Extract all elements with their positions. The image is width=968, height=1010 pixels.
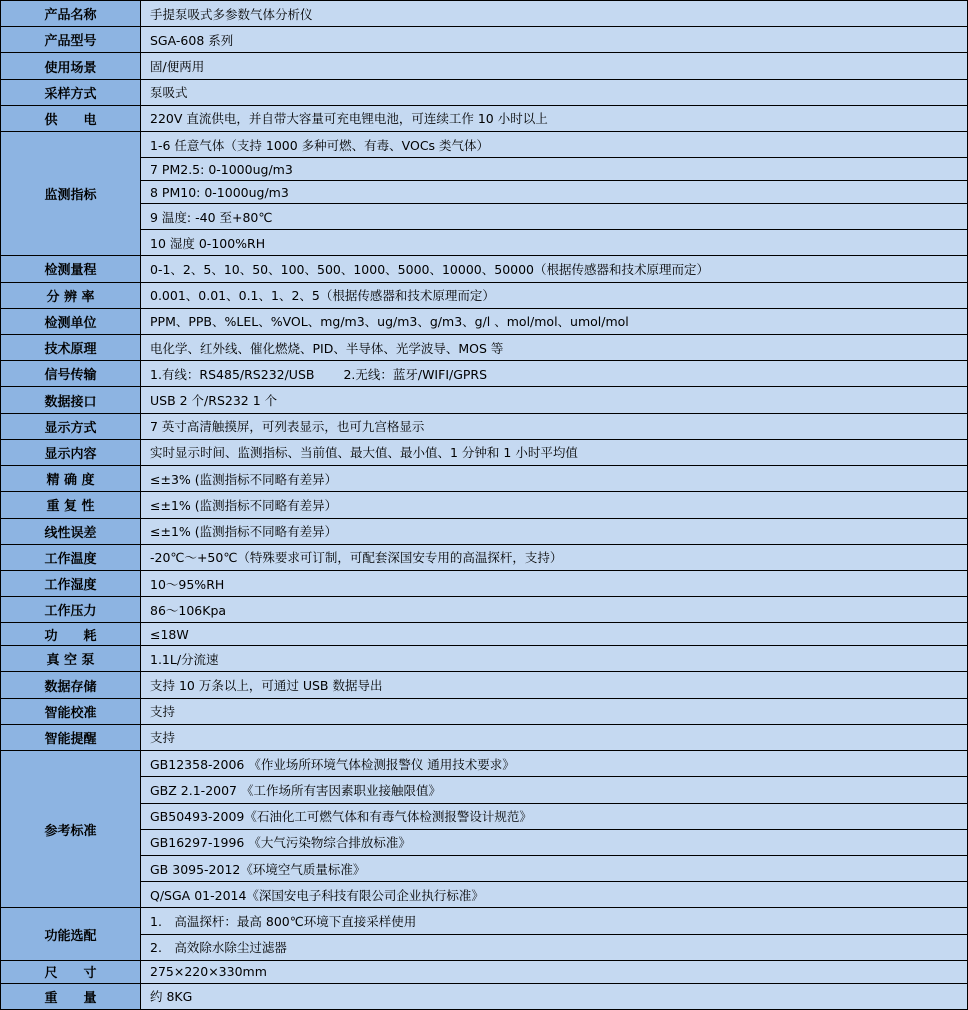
spec-value: 固/便两用 (141, 53, 968, 79)
spec-value: 7 PM2.5: 0-1000ug/m3 (141, 158, 968, 181)
table-row (1, 439, 968, 465)
spec-label: 检测量程 (1, 256, 141, 282)
spec-value: 支持 (141, 724, 968, 750)
spec-value: 支持 (141, 698, 968, 724)
spec-value: ≤±1% (监测指标不同略有差异） (141, 492, 968, 518)
spec-label: 功 耗 (1, 623, 141, 646)
spec-value: GB12358-2006 《作业场所环境气体检测报警仪 通用技术要求》 (141, 751, 968, 777)
spec-label: 工作湿度 (1, 570, 141, 596)
table-row (1, 335, 968, 361)
spec-value: ≤18W (141, 623, 968, 646)
table-row (1, 53, 968, 79)
spec-value: GBZ 2.1-2007 《工作场所有害因素职业接触限值》 (141, 777, 968, 803)
table-row (1, 570, 968, 596)
table-row (1, 387, 968, 413)
spec-label: 技术原理 (1, 335, 141, 361)
spec-label: 数据存储 (1, 672, 141, 698)
table-row (1, 855, 968, 881)
spec-value: -20℃～+50℃（特殊要求可订制，可配套深国安专用的高温探杆，支持） (141, 544, 968, 570)
spec-label: 显示内容 (1, 439, 141, 465)
spec-label: 智能提醒 (1, 724, 141, 750)
table-row (1, 413, 968, 439)
spec-value: GB50493-2009《石油化工可燃气体和有毒气体检测报警设计规范》 (141, 803, 968, 829)
table-row (1, 724, 968, 750)
spec-value: GB 3095-2012《环境空气质量标准》 (141, 855, 968, 881)
table-row (1, 882, 968, 908)
spec-table-body (1, 1, 968, 1010)
spec-label: 显示方式 (1, 413, 141, 439)
spec-label: 功能选配 (1, 908, 141, 960)
table-row (1, 466, 968, 492)
spec-value: 10～95%RH (141, 570, 968, 596)
spec-value: 86～106Kpa (141, 597, 968, 623)
spec-value: 9 温度: -40 至+80℃ (141, 203, 968, 229)
table-row (1, 934, 968, 960)
table-row (1, 282, 968, 308)
table-row (1, 623, 968, 646)
spec-label: 监测指标 (1, 132, 141, 256)
spec-value: 1-6 任意气体（支持 1000 多种可燃、有毒、VOCs 类气体） (141, 132, 968, 158)
table-row (1, 983, 968, 1009)
spec-label: 分 辨 率 (1, 282, 141, 308)
table-row (1, 960, 968, 983)
spec-label: 采样方式 (1, 79, 141, 105)
spec-value: 约 8KG (141, 983, 968, 1009)
spec-label: 检测单位 (1, 308, 141, 334)
spec-value: 电化学、红外线、催化燃烧、PID、半导体、光学波导、MOS 等 (141, 335, 968, 361)
table-row (1, 27, 968, 53)
spec-label: 产品型号 (1, 27, 141, 53)
spec-label: 使用场景 (1, 53, 141, 79)
spec-value: 220V 直流供电，并自带大容量可充电锂电池，可连续工作 10 小时以上 (141, 105, 968, 131)
table-row (1, 829, 968, 855)
spec-value: 1. 高温探杆：最高 800℃环境下直接采样使用 (141, 908, 968, 934)
spec-value: 0-1、2、5、10、50、100、500、1000、5000、10000、50000（根据传感器和技术原理而定） (141, 256, 968, 282)
table-row (1, 646, 968, 672)
spec-value: GB16297-1996 《大气污染物综合排放标准》 (141, 829, 968, 855)
spec-label: 数据接口 (1, 387, 141, 413)
spec-label: 精 确 度 (1, 466, 141, 492)
spec-value: 2. 高效除水除尘过滤器 (141, 934, 968, 960)
spec-label: 线性误差 (1, 518, 141, 544)
table-row (1, 158, 968, 181)
spec-value: SGA-608 系列 (141, 27, 968, 53)
spec-label: 真 空 泵 (1, 646, 141, 672)
spec-label: 工作温度 (1, 544, 141, 570)
table-row (1, 230, 968, 256)
table-row (1, 751, 968, 777)
table-row (1, 777, 968, 803)
table-row (1, 518, 968, 544)
spec-value: 1.1L/分流速 (141, 646, 968, 672)
spec-value: 泵吸式 (141, 79, 968, 105)
table-row (1, 803, 968, 829)
spec-label: 产品名称 (1, 1, 141, 27)
table-row (1, 698, 968, 724)
spec-value: 8 PM10: 0-1000ug/m3 (141, 181, 968, 204)
spec-value: 实时显示时间、监测指标、当前值、最大值、最小值、1 分钟和 1 小时平均值 (141, 439, 968, 465)
table-row (1, 105, 968, 131)
spec-value: 7 英寸高清触摸屏，可列表显示，也可九宫格显示 (141, 413, 968, 439)
spec-label: 尺 寸 (1, 960, 141, 983)
spec-label: 重 复 性 (1, 492, 141, 518)
table-row (1, 132, 968, 158)
spec-value: ≤±3% (监测指标不同略有差异） (141, 466, 968, 492)
table-row (1, 1, 968, 27)
spec-value: 手提泵吸式多参数气体分析仪 (141, 1, 968, 27)
table-row (1, 544, 968, 570)
table-row (1, 256, 968, 282)
spec-label: 参考标准 (1, 751, 141, 908)
spec-label: 供 电 (1, 105, 141, 131)
table-row (1, 908, 968, 934)
spec-label: 智能校准 (1, 698, 141, 724)
spec-label: 重 量 (1, 983, 141, 1009)
spec-label: 工作压力 (1, 597, 141, 623)
spec-value: ≤±1% (监测指标不同略有差异） (141, 518, 968, 544)
spec-value: 275×220×330mm (141, 960, 968, 983)
spec-value: 1.有线：RS485/RS232/USB 2.无线：蓝牙/WIFI/GPRS (141, 361, 968, 387)
spec-value: PPM、PPB、%LEL、%VOL、mg/m3、ug/m3、g/m3、g/l 、mol/mol、umol/mol (141, 308, 968, 334)
table-row (1, 597, 968, 623)
table-row (1, 492, 968, 518)
table-row (1, 203, 968, 229)
spec-value: 支持 10 万条以上，可通过 USB 数据导出 (141, 672, 968, 698)
spec-value: 10 湿度 0-100%RH (141, 230, 968, 256)
table-row (1, 181, 968, 204)
table-row (1, 672, 968, 698)
table-row (1, 361, 968, 387)
spec-value: 0.001、0.01、0.1、1、2、5（根据传感器和技术原理而定） (141, 282, 968, 308)
table-row (1, 308, 968, 334)
spec-value: USB 2 个/RS232 1 个 (141, 387, 968, 413)
table-row (1, 79, 968, 105)
spec-label: 信号传输 (1, 361, 141, 387)
spec-value: Q/SGA 01-2014《深国安电子科技有限公司企业执行标准》 (141, 882, 968, 908)
